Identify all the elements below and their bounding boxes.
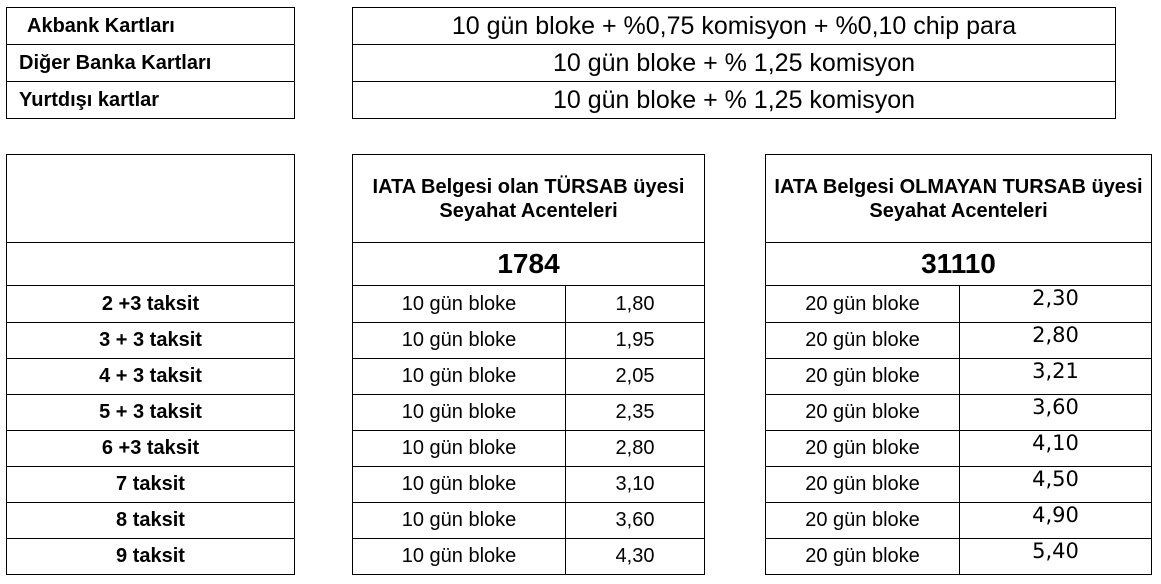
commission-rate: 4,90 xyxy=(960,503,1152,539)
installment-label: 7 taksit xyxy=(7,467,295,503)
card-type-terms: 10 gün bloke + % 1,25 komisyon xyxy=(353,82,1116,119)
commission-rate: 2,30 xyxy=(960,286,1152,323)
block-period: 20 gün bloke xyxy=(766,395,960,431)
card-type-label: Akbank Kartları xyxy=(7,8,295,45)
group-code: 31110 xyxy=(766,243,1152,286)
block-period: 20 gün bloke xyxy=(766,359,960,395)
block-period: 10 gün bloke xyxy=(353,503,566,539)
commission-rate: 3,21 xyxy=(960,359,1152,395)
block-period: 10 gün bloke xyxy=(353,286,566,323)
block-period: 10 gün bloke xyxy=(353,539,566,575)
commission-rate: 5,40 xyxy=(960,539,1152,575)
card-type-terms: 10 gün bloke + %0,75 komisyon + %0,10 chip para xyxy=(353,8,1116,45)
empty-header-cell xyxy=(7,155,295,243)
block-period: 10 gün bloke xyxy=(353,359,566,395)
block-period: 20 gün bloke xyxy=(766,467,960,503)
card-type-terms: 10 gün bloke + % 1,25 komisyon xyxy=(353,45,1116,82)
commission-rate: 3,60 xyxy=(566,503,705,539)
commission-rate: 4,10 xyxy=(960,431,1152,467)
block-period: 20 gün bloke xyxy=(766,539,960,575)
non-iata-agencies-table xyxy=(765,154,1152,575)
block-period: 10 gün bloke xyxy=(353,323,566,359)
installment-labels-table xyxy=(6,154,295,575)
block-period: 20 gün bloke xyxy=(766,323,960,359)
block-period: 20 gün bloke xyxy=(766,503,960,539)
group-title: IATA Belgesi OLMAYAN TURSAB üyesi Seyahat Acenteleri xyxy=(766,155,1152,243)
card-type-labels-table xyxy=(6,7,295,119)
commission-rate: 2,05 xyxy=(566,359,705,395)
block-period: 10 gün bloke xyxy=(353,395,566,431)
installment-label: 5 + 3 taksit xyxy=(7,395,295,431)
commission-rate: 2,80 xyxy=(566,431,705,467)
commission-rate: 3,10 xyxy=(566,467,705,503)
card-type-label: Yurtdışı kartlar xyxy=(7,82,295,119)
group-title: IATA Belgesi olan TÜRSAB üyesi Seyahat Acenteleri xyxy=(353,155,705,243)
commission-rate: 2,80 xyxy=(960,323,1152,359)
installment-label: 6 +3 taksit xyxy=(7,431,295,467)
commission-rate: 2,35 xyxy=(566,395,705,431)
installment-label: 8 taksit xyxy=(7,503,295,539)
installment-label: 2 +3 taksit xyxy=(7,286,295,323)
card-type-label: Diğer Banka Kartları xyxy=(7,45,295,82)
iata-agencies-table xyxy=(352,154,705,575)
group-code: 1784 xyxy=(353,243,705,286)
commission-rate: 1,80 xyxy=(566,286,705,323)
installment-label: 9 taksit xyxy=(7,539,295,575)
block-period: 20 gün bloke xyxy=(766,286,960,323)
empty-code-cell xyxy=(7,243,295,286)
block-period: 10 gün bloke xyxy=(353,467,566,503)
commission-rate: 4,30 xyxy=(566,539,705,575)
commission-rate: 3,60 xyxy=(960,395,1152,431)
block-period: 10 gün bloke xyxy=(353,431,566,467)
commission-rate: 4,50 xyxy=(960,467,1152,503)
card-type-terms-table xyxy=(352,7,1116,119)
installment-label: 3 + 3 taksit xyxy=(7,323,295,359)
block-period: 20 gün bloke xyxy=(766,431,960,467)
installment-label: 4 + 3 taksit xyxy=(7,359,295,395)
commission-rate: 1,95 xyxy=(566,323,705,359)
